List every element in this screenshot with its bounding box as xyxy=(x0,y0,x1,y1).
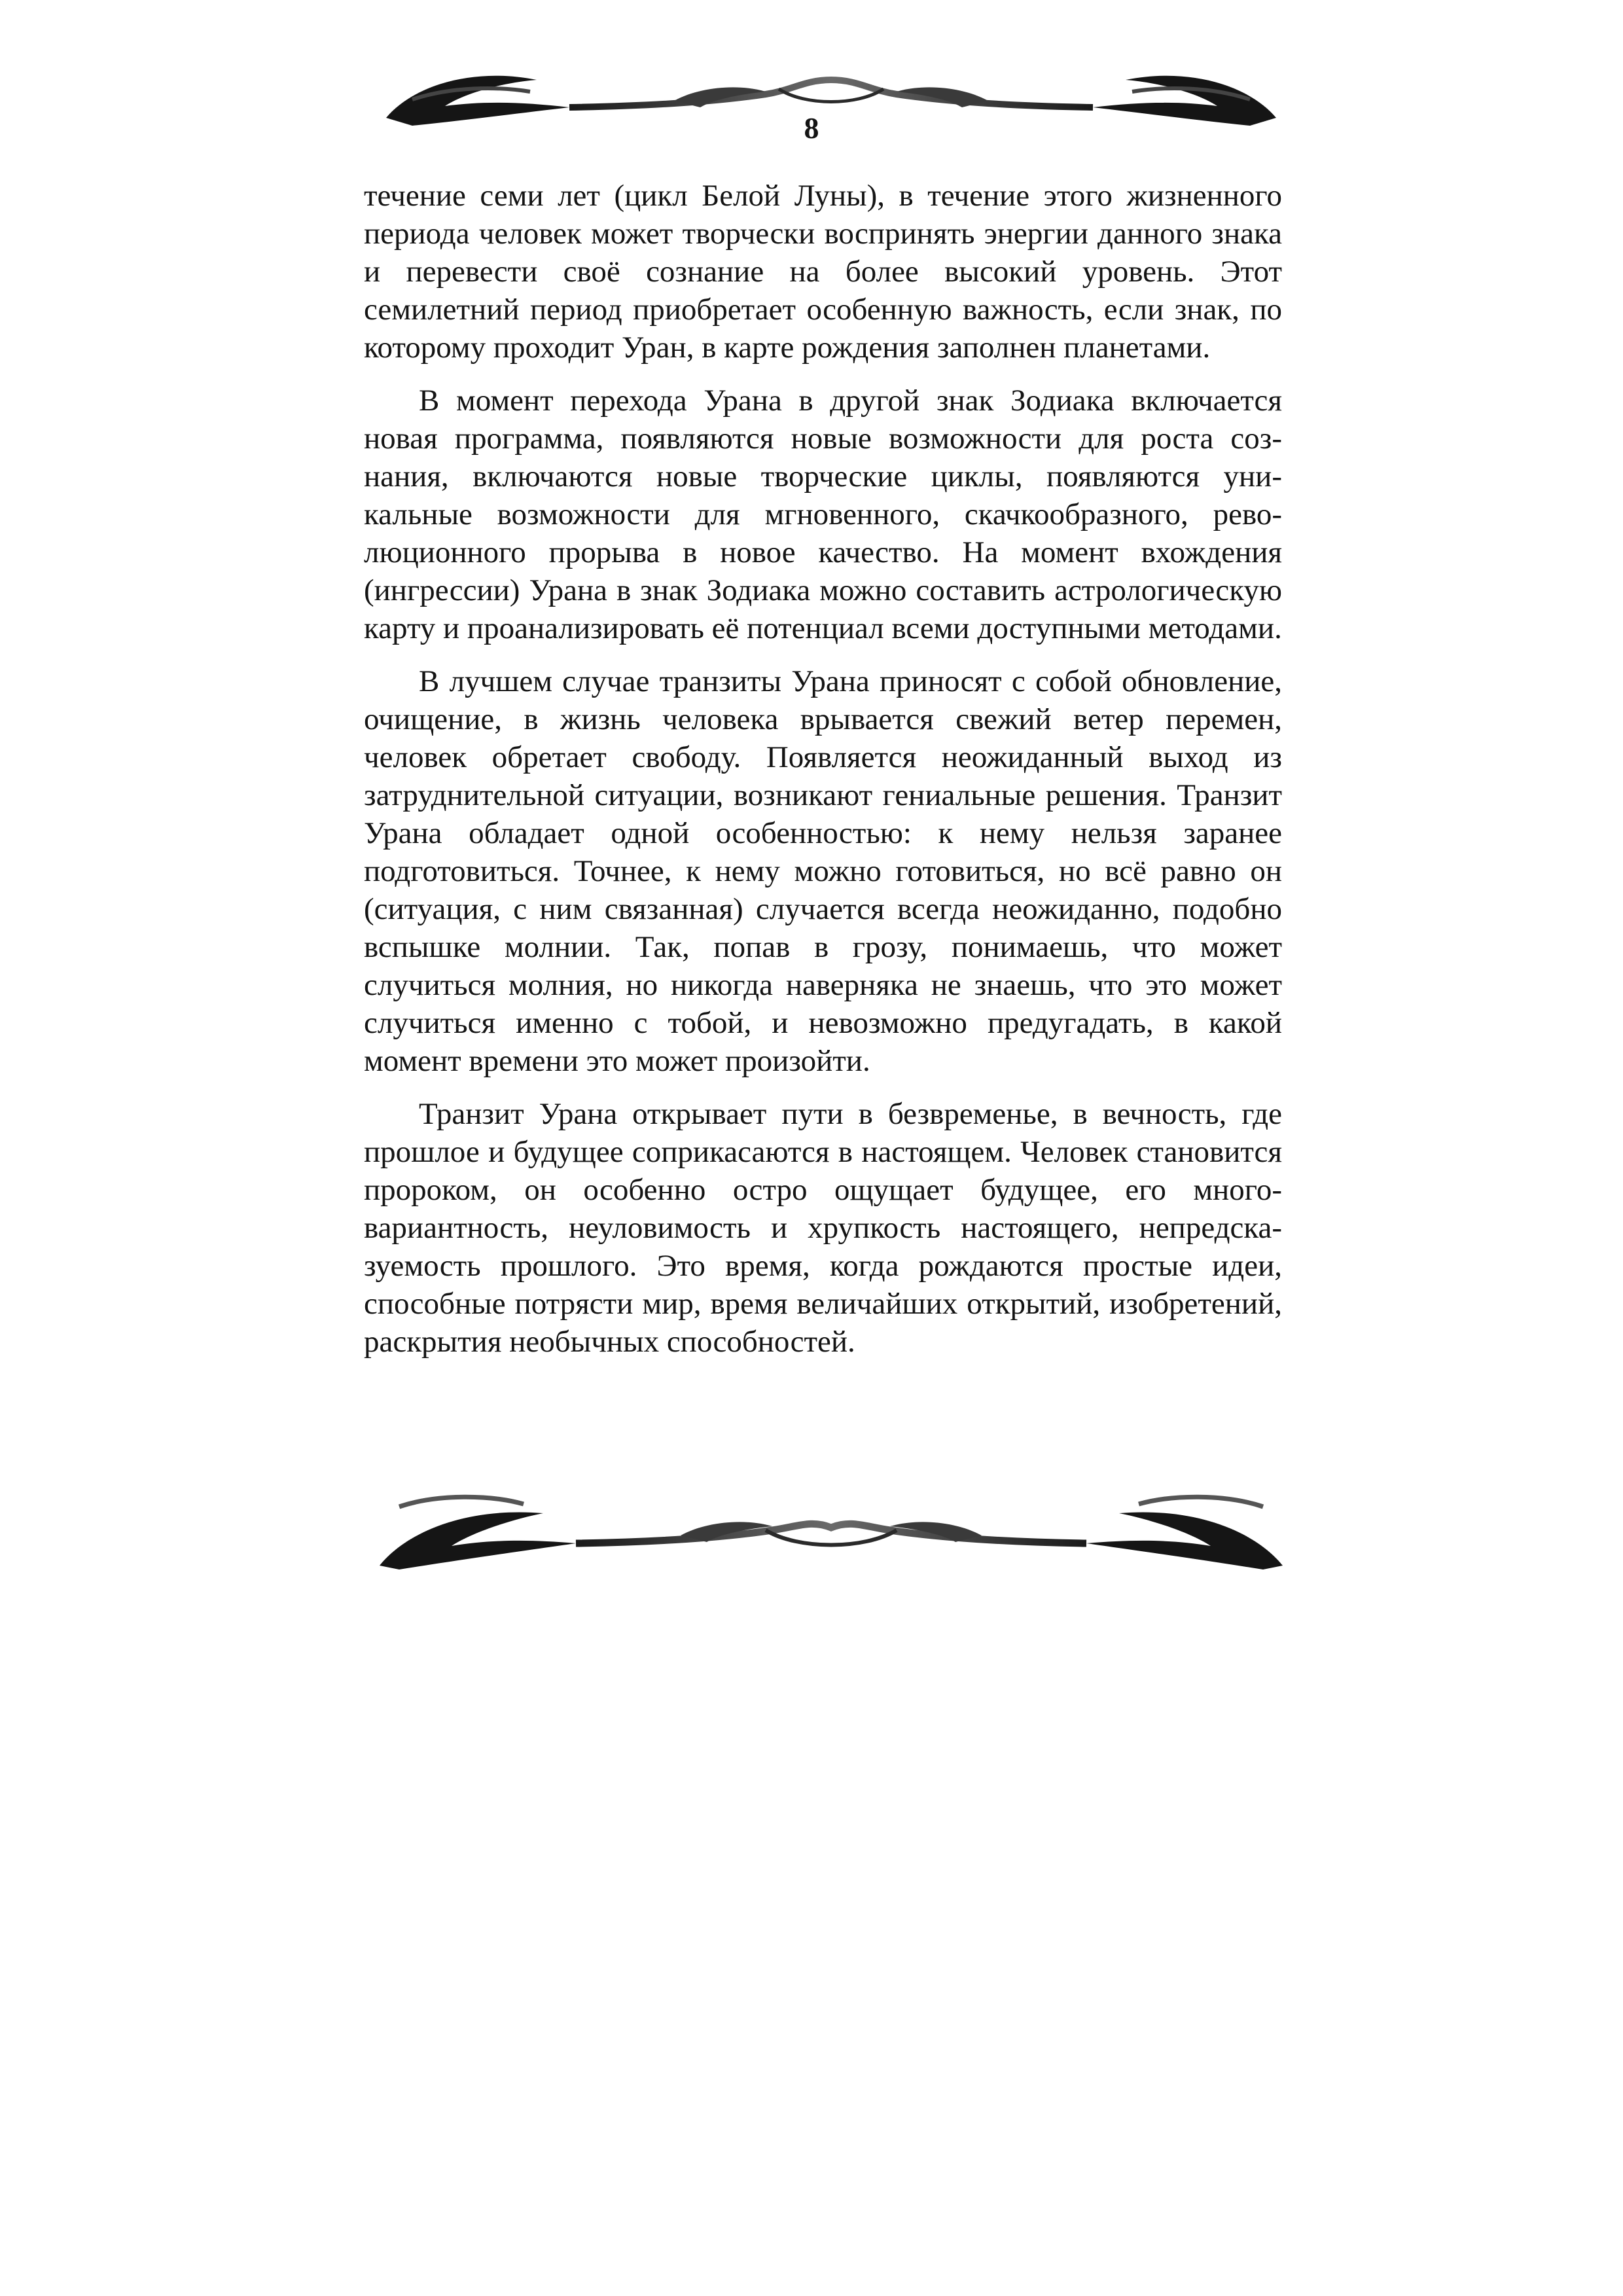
body-text xyxy=(364,177,1282,1376)
ornament-flourish-icon xyxy=(373,1487,1289,1572)
paragraph-4: Транзит Урана открывает пути в безвременье, в вечность, где прошлое и будущее соприкасаются в настоящем. Человек становится пророком, он особенно остро ощущает будущее, его многовариантность, неуловимость и хрупкость настоящего, непредсказуемость прошлого. Это время, когда рождаются простые идеи, способные потрясти мир, время величайших открытий, изобретений, раскрытия необычных способностей. xyxy=(364,1097,1282,1359)
bottom-ornament xyxy=(373,1487,1289,1572)
paragraph-3: В лучшем случае транзиты Урана приносят с собой обновление, очищение, в жизнь человека врывается свежий ветер перемен, человек обретает свободу. Появляется неожиданный выход из затруднительной ситуации, возникают гениальные решения. Транзит Урана обладает одной особенностью: к нему нельзя заранее подготовиться. Точнее, к нему можно готовиться, но всё равно он (ситуация, с ним связанная) случается всегда неожиданно, подобно вспышке молнии. Так, попав в грозу, понимаешь, что может случиться молния, но никогда наверняка не знаешь, что это может случиться именно с тобой, и невозможно предугадать, в какой момент времени это может произойти. xyxy=(364,664,1282,1078)
paragraph-2: В момент перехода Урана в другой знак Зодиака включается новая программа, появляются новые возможности для роста сознания, включаются новые творческие циклы, появляются уникальные возможности для мгновенного, скачкообразного, революционного прорыва в новое качество. На момент вхождения (ингрессии) Урана в знак Зодиака можно составить астрологическую карту и проанализировать её потенциал всеми доступными методами. xyxy=(364,384,1282,645)
paragraph-1: течение семи лет (цикл Белой Луны), в течение этого жизненного периода человек может творчески воспринять энергии данного знака и перевести своё сознание на более высокий уровень. Этот семилетний период приобретает особенную важность, если знак, по которому проходит Уран, в карте рождения заполнен планетами. xyxy=(364,179,1282,365)
page-number: 8 xyxy=(804,111,819,145)
